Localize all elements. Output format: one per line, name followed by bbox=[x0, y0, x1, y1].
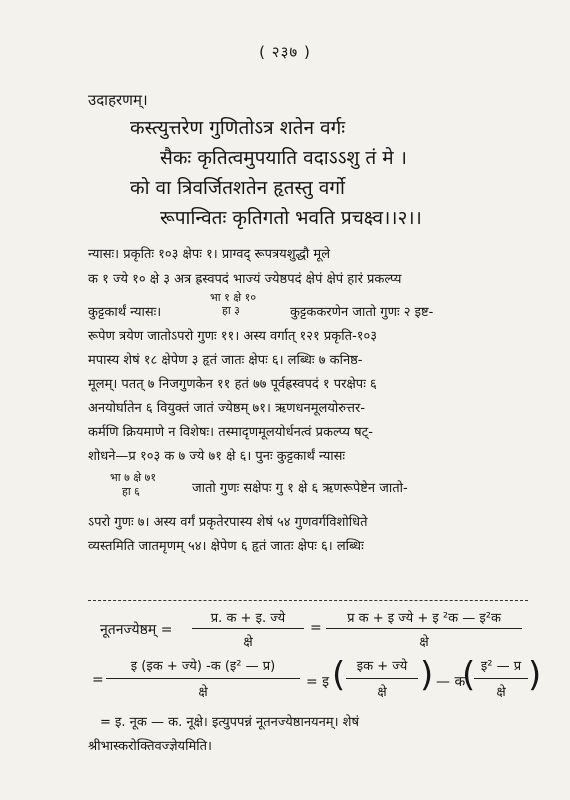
nyasa2-fraction-top: भा ७ क्षे ७१ bbox=[110, 471, 157, 484]
verse-line-3: को वा त्रिवर्जितशतेन हृतस्तु वर्गो bbox=[130, 177, 345, 199]
nyasa-suffix: कुट्टककरणेन जातो गुणः २ इष्ट- bbox=[290, 305, 434, 320]
body-line: क १ ज्ये १० क्षे ३ अत्र ह्रस्वपदं भाज्यं ज्येष्ठपदं क्षेपं क्षेपं हारं प्रकल्प्य bbox=[88, 272, 402, 287]
right-paren: ) bbox=[420, 655, 434, 695]
body-line: न्यासः। प्रकृतिः १०३ क्षेपः १। प्राग्वद् रूपत्रयशुद्धौ मूले bbox=[88, 247, 331, 262]
example-label: उदाहरणम्। bbox=[88, 91, 148, 109]
equals-sign-row2: = bbox=[92, 672, 104, 688]
fraction-5-bar bbox=[474, 678, 528, 679]
fraction-1-numerator: प्र. क + इ. ज्ये bbox=[210, 611, 286, 626]
body-line: मूलम्। पतत् ७ निजगुणकेन ११ हतं ७७ पूर्वह्रस्वपदं १ परक्षेपः ६ bbox=[88, 377, 377, 392]
page-number: ( २३७ ) bbox=[259, 43, 311, 61]
fraction-3-numerator: इ (इक + ज्ये) -क (इ² — प्र) bbox=[130, 659, 276, 674]
body-line: ऽपरो गुणः ७। अस्य वर्गं प्रकृतेरपास्य शेषं ५४ गुणवर्गविशोधिते bbox=[88, 515, 368, 530]
body-line: मपास्य शेषं १८ क्षेपेण ३ हृतं जातः क्षेपः ६। लब्धिः ७ कनिष्ठ- bbox=[88, 353, 363, 368]
nyasa-fraction-top: भा १ क्षे १० bbox=[210, 291, 257, 304]
fraction-4-bar bbox=[346, 678, 418, 679]
verse-line-2: सैकः कृतित्वमुपयाति वदाऽऽशु तं मे । bbox=[160, 147, 407, 169]
body-line: कर्मणि क्रियमाणे न विशेषः। तस्मादृणमूलयोर्धनत्वं प्रकल्प्य षट्- bbox=[88, 425, 373, 440]
fraction-2-numerator: प्र क + इ ज्ये + इ ²क — इ²क bbox=[347, 611, 501, 626]
section-divider bbox=[88, 600, 528, 601]
fraction-5-denominator: क्षे bbox=[496, 685, 506, 700]
fraction-1-denominator: क्षे bbox=[243, 635, 253, 650]
body-line: रूपेण त्रयेण जातोऽपरो गुणः ११। अस्य वर्गात् १२१ प्रकृति-१०३ bbox=[88, 329, 378, 344]
fraction-2-denominator: क्षे bbox=[419, 635, 429, 650]
verse-line-1: कस्त्युत्तरेण गुणितोऽत्र शतेन वर्गः bbox=[130, 117, 346, 139]
equals-i: = इ bbox=[306, 674, 330, 690]
left-paren-2: ( bbox=[462, 655, 476, 695]
fraction-4-numerator: इक + ज्ये bbox=[356, 659, 408, 674]
final-line-1: = इ. नूक — क. नूक्षे। इत्युपपन्नं नूतनज्येष्ठानयनम्। शेषं bbox=[100, 715, 359, 730]
right-paren-2: ) bbox=[528, 655, 542, 695]
nyasa-fraction-bottom: हा ३ bbox=[222, 304, 240, 317]
verse-line-4: रूपान्वितः कृतिगतो भवति प्रचक्ष्व।।२।। bbox=[160, 207, 422, 229]
fraction-5-numerator: इ² — प्र bbox=[480, 659, 522, 674]
fraction-3-bar bbox=[106, 678, 300, 679]
fraction-2-bar bbox=[326, 628, 522, 629]
equals-sign: = bbox=[310, 620, 322, 636]
minus-k: — क bbox=[436, 674, 466, 690]
body-line: शोधने—प्र १०३ क ७ ज्ये ७१ क्षे ६। पुनः कुट्टकार्थं न्यासः bbox=[88, 449, 346, 464]
fraction-1-bar bbox=[192, 628, 304, 629]
fraction-4-denominator: क्षे bbox=[377, 685, 387, 700]
nyasa-prefix: कुट्टकार्थं न्यासः। bbox=[88, 305, 162, 320]
fraction-3-denominator: क्षे bbox=[198, 685, 208, 700]
nyasa2-suffix: जातो गुणः सक्षेपः गु १ क्षे ६ ऋणरूपेष्टेन जातो- bbox=[192, 481, 408, 496]
nyasa2-fraction-bottom: हा ६ bbox=[122, 485, 140, 498]
final-line-2: श्रीभास्करोक्तिवज्ज्ञेयमिति। bbox=[88, 739, 212, 754]
left-paren: ( bbox=[332, 655, 346, 695]
body-line: व्यस्तमिति जातमृणम् ५४। क्षेपेण ६ हृतं जातः क्षेपः ६। लब्धिः bbox=[88, 539, 364, 554]
body-line: अनयोर्घातेन ६ वियुक्तं जातं ज्येष्ठम् ७१। ऋणधनमूलयोरुत्तर- bbox=[88, 401, 366, 416]
equation-lhs: नूतनज्येष्ठम् = bbox=[100, 622, 173, 638]
